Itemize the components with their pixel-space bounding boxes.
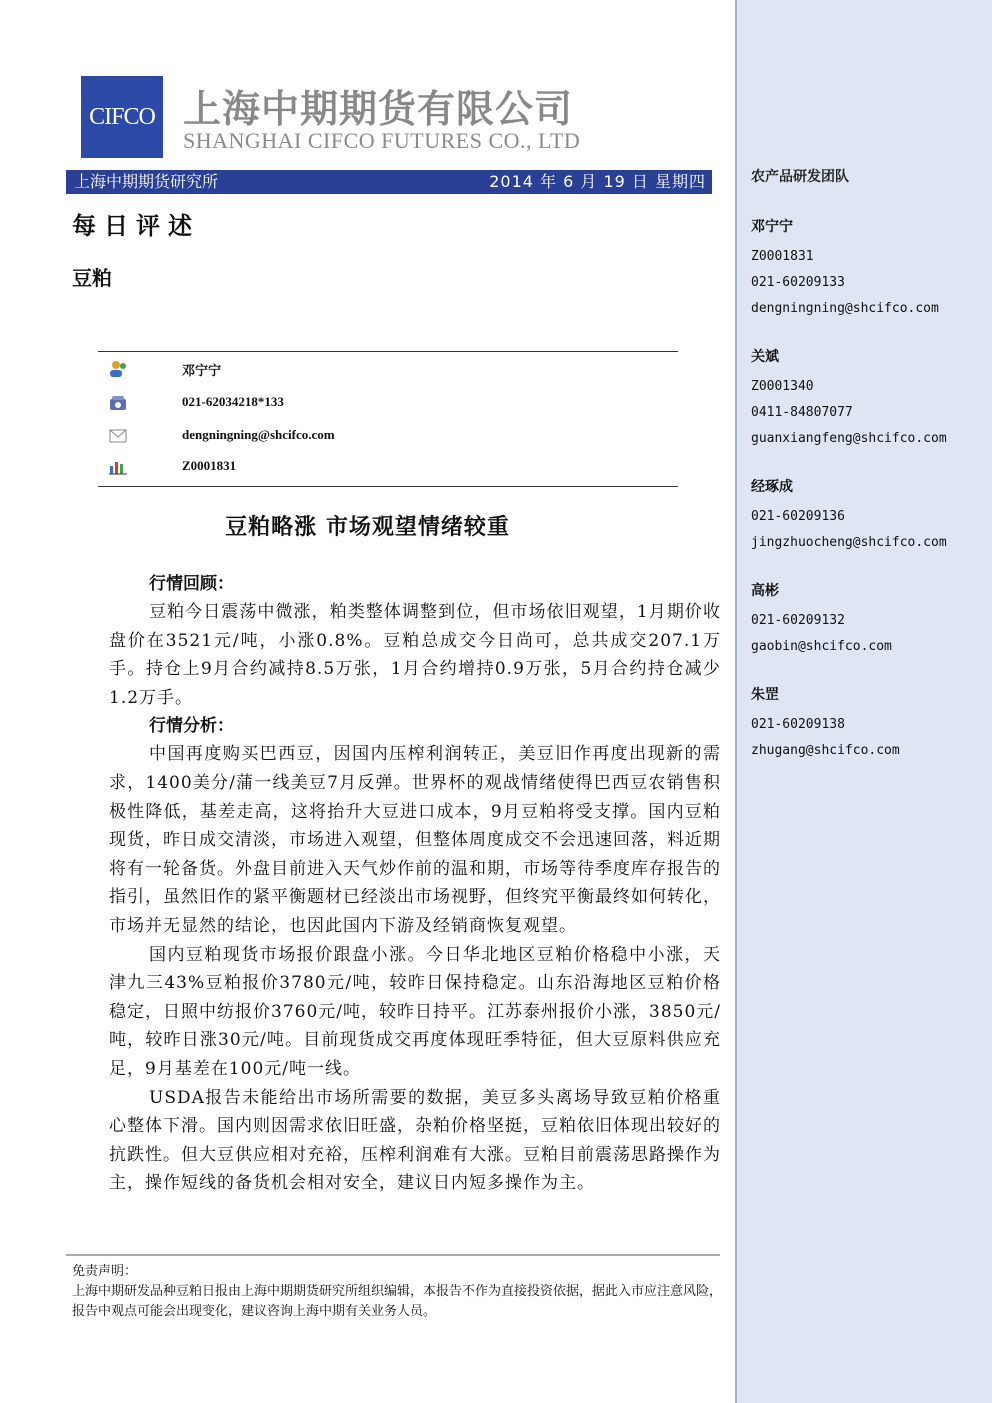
analyst-email[interactable]: dengningning@shcifco.com <box>751 301 939 316</box>
analyst-name: 邓宁宁 <box>751 219 793 235</box>
analyst-phone: 021-60209136 <box>751 509 845 524</box>
analyst-license: Z0001831 <box>751 249 814 264</box>
disclaimer-text: 上海中期研发品种豆粕日报由上海中期期货研究所组织编辑，本报告不作为直接投资依据，据此入市应注意风险，报告中观点可能会出现变化，建议咨询上海中期有关业务人员。 <box>72 1284 723 1319</box>
report-type-title: 每日评述 <box>72 212 200 240</box>
report-body <box>109 570 721 1198</box>
disclaimer-divider <box>66 1254 720 1256</box>
report-header-bar <box>66 170 712 194</box>
body-paragraph: 中国再度购买巴西豆，因国内压榨利润转正，美豆旧作再度出现新的需求，1400美分/蒲一线美豆7月反弹。世界杯的观战情绪使得巴西豆农销售积极性降低，基差走高，这将抬升大豆进口成本，9月豆粕将受支撑。国内豆粕现货，昨日成交清淡，市场进入观望，但整体周度成交不会迅速回落，料近期将有一轮备货。外盘目前进入天气炒作前的温和期，市场等待季度库存报告的指引，虽然旧作的紧平衡题材已经淡出市场视野，但终究平衡最终如何转化，市场并无显然的结论，也因此国内下游及经销商恢复观望。 <box>109 744 721 936</box>
analyst-license: Z0001340 <box>751 379 814 394</box>
company-logo: CIFCO <box>81 76 163 158</box>
body-paragraph: USDA报告未能给出市场所需要的数据，美豆多头离场导致豆粕价格重心整体下滑。国内则因需求依旧旺盛，杂粕价格坚挺，豆粕依旧体现出较好的抗跌性。但大豆供应相对充裕，压榨利润难有大涨。豆粕目前震荡思路操作为主，操作短线的备货机会相对安全，建议日内短多操作为主。 <box>109 1087 721 1194</box>
contact-row-email <box>98 425 678 449</box>
analyst-card <box>751 580 892 660</box>
contact-row-name <box>98 358 678 382</box>
author-phone: 021-62034218*133 <box>182 394 284 409</box>
analyst-phone: 021-60209133 <box>751 275 845 290</box>
analyst-email[interactable]: zhugang@shcifco.com <box>751 743 900 758</box>
contact-row-license <box>98 456 678 480</box>
analyst-name: 关斌 <box>751 349 779 365</box>
analyst-card <box>751 346 947 452</box>
product-name: 豆粕 <box>72 266 112 290</box>
phone-icon <box>108 394 128 412</box>
contact-row-phone <box>98 392 678 416</box>
company-name-cn: 上海中期期货有限公司 <box>183 87 574 131</box>
analyst-email[interactable]: jingzhuocheng@shcifco.com <box>751 535 947 550</box>
disclaimer <box>72 1262 722 1322</box>
analyst-card <box>751 476 947 556</box>
analyst-phone: 021-60209132 <box>751 613 845 628</box>
author-contact-block <box>98 351 678 487</box>
analyst-card <box>751 684 900 764</box>
analyst-email[interactable]: gaobin@shcifco.com <box>751 639 892 654</box>
analyst-email[interactable]: guanxiangfeng@shcifco.com <box>751 431 947 446</box>
author-email[interactable]: dengningning@shcifco.com <box>182 427 335 442</box>
analyst-name: 高彬 <box>751 583 779 599</box>
analyst-name: 朱罡 <box>751 687 779 703</box>
research-institute: 上海中期期货研究所 <box>74 172 219 191</box>
company-name-en: SHANGHAI CIFCO FUTURES CO., LTD <box>183 128 581 153</box>
author-name: 邓宁宁 <box>182 363 222 378</box>
body-paragraph: 国内豆粕现货市场报价跟盘小涨。今日华北地区豆粕价格稳中小涨，天津九三43%豆粕报价3780元/吨，较昨日保持稳定。山东沿海地区豆粕价格稳定，日照中纺报价3760元/吨，较昨日持平。江苏泰州报价小涨，3850元/吨，较昨日涨30元/吨。目前现货成交再度体现旺季特征，但大豆原料供应充足，9月基差在100元/吨一线。 <box>109 944 721 1079</box>
chart-icon <box>108 458 128 476</box>
team-title: 农产品研发团队 <box>751 169 849 185</box>
mail-icon <box>108 427 128 445</box>
person-icon <box>108 360 128 378</box>
section-heading-review: 行情回顾： <box>149 574 234 594</box>
report-headline: 豆粕略涨 市场观望情绪较重 <box>225 515 510 540</box>
disclaimer-title: 免责声明： <box>72 1264 138 1279</box>
analyst-card <box>751 216 939 322</box>
analyst-phone: 021-60209138 <box>751 717 845 732</box>
report-date: 2014 年 6 月 19 日 星期四 <box>489 172 706 191</box>
analyst-sidebar <box>735 0 992 1403</box>
analyst-name: 经琢成 <box>751 479 793 495</box>
author-license: Z0001831 <box>182 458 237 473</box>
section-heading-analysis: 行情分析： <box>149 716 234 737</box>
analyst-phone: 0411-84807077 <box>751 405 853 420</box>
body-paragraph: 豆粕今日震荡中微涨，粕类整体调整到位，但市场依旧观望，1月期价收盘价在3521元/吨，小涨0.8%。豆粕总成交今日尚可，总共成交207.1万手。持仓上9月合约减持8.5万张，1月合约增持0.9万张，5月合约持仓减少1.2万手。 <box>109 602 721 708</box>
